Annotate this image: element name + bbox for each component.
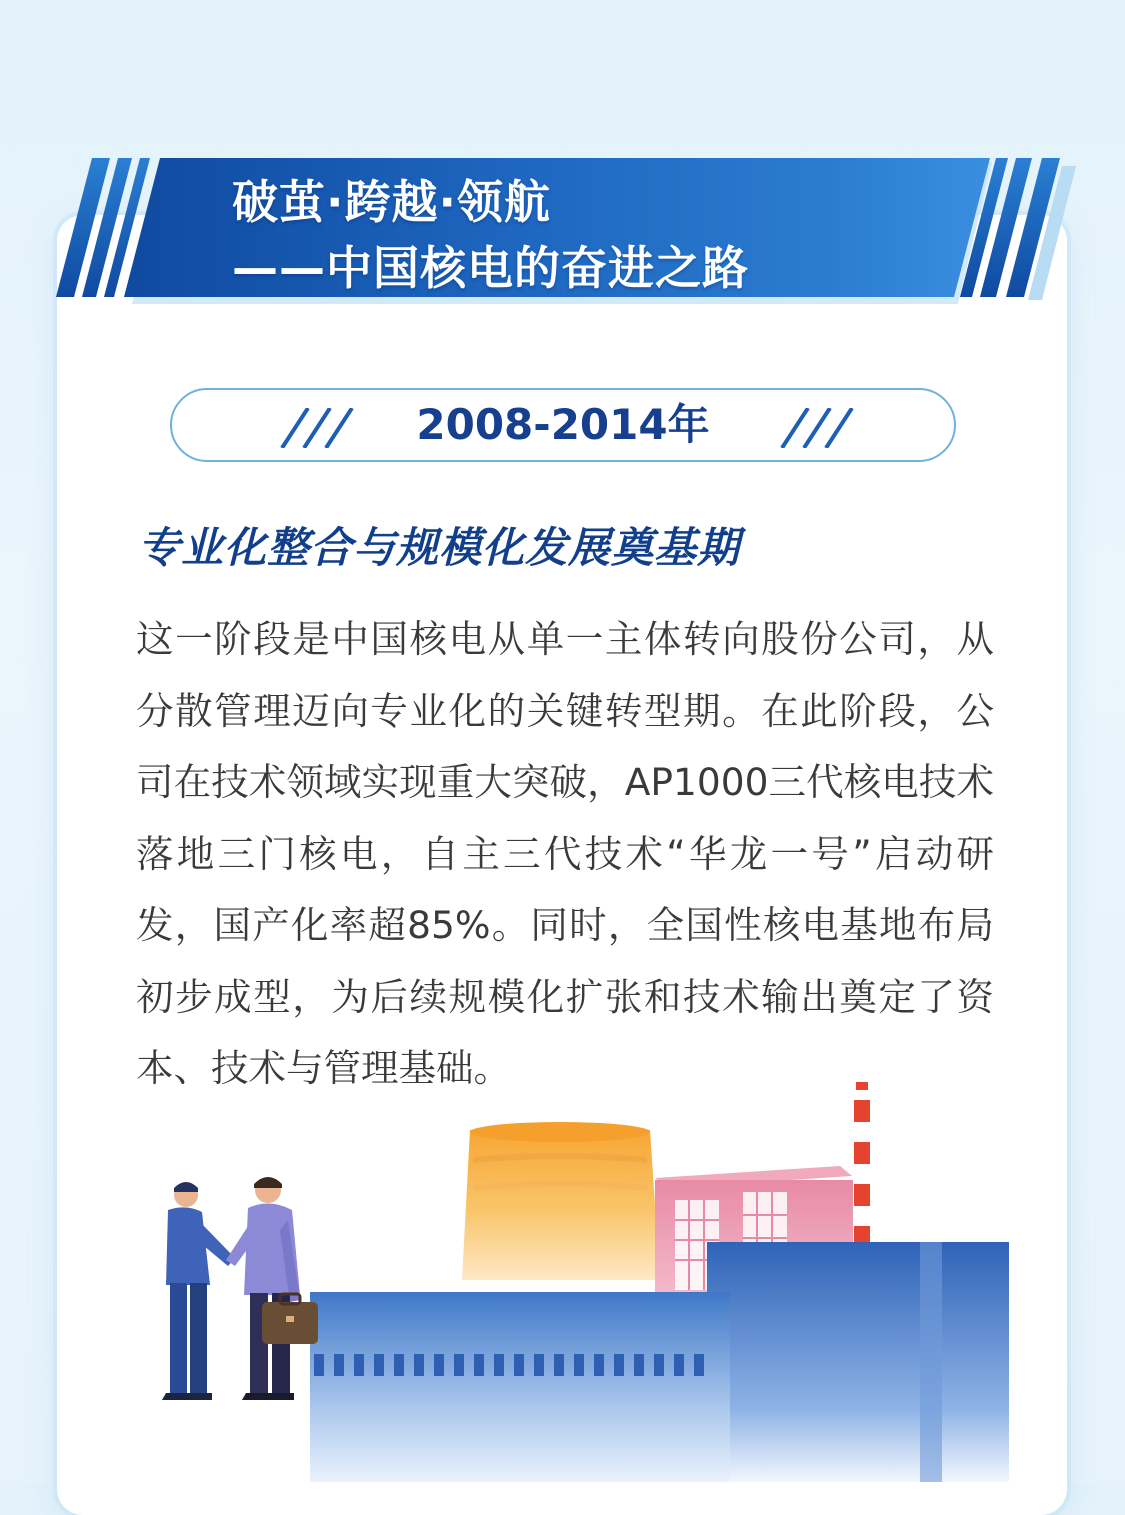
slashes-right-icon (780, 408, 860, 448)
section-heading: 专业化整合与规模化发展奠基期 (138, 523, 741, 572)
period-pill (170, 388, 956, 462)
blue-building-front (310, 1292, 730, 1482)
banner-title: 破茧·跨越·领航 (232, 175, 551, 229)
cooling-tower (462, 1122, 660, 1280)
banner-subtitle: ——中国核电的奋进之路 (232, 241, 749, 295)
blue-building-right (707, 1242, 1009, 1482)
businessman-left (162, 1182, 235, 1400)
nuclear-plant-illustration (140, 1080, 1040, 1484)
section-body: 这一阶段是中国核电从单一主体转向股份公司，从分散管理迈向专业化的关键转型期。在此阶段，公司在技术领域实现重大突破，AP1000三代核电技术落地三门核电，自主三代技术“华龙一号”启动研发，国产化率超85%。同时，全国性核电基地布局初步成型，为后续规模化扩张和技术输出奠定了资本、技术与管理基础。 (136, 617, 994, 1090)
chimney (854, 1082, 870, 1246)
businessman-right (226, 1177, 318, 1400)
period-label: 2008-2014年 (416, 400, 710, 449)
